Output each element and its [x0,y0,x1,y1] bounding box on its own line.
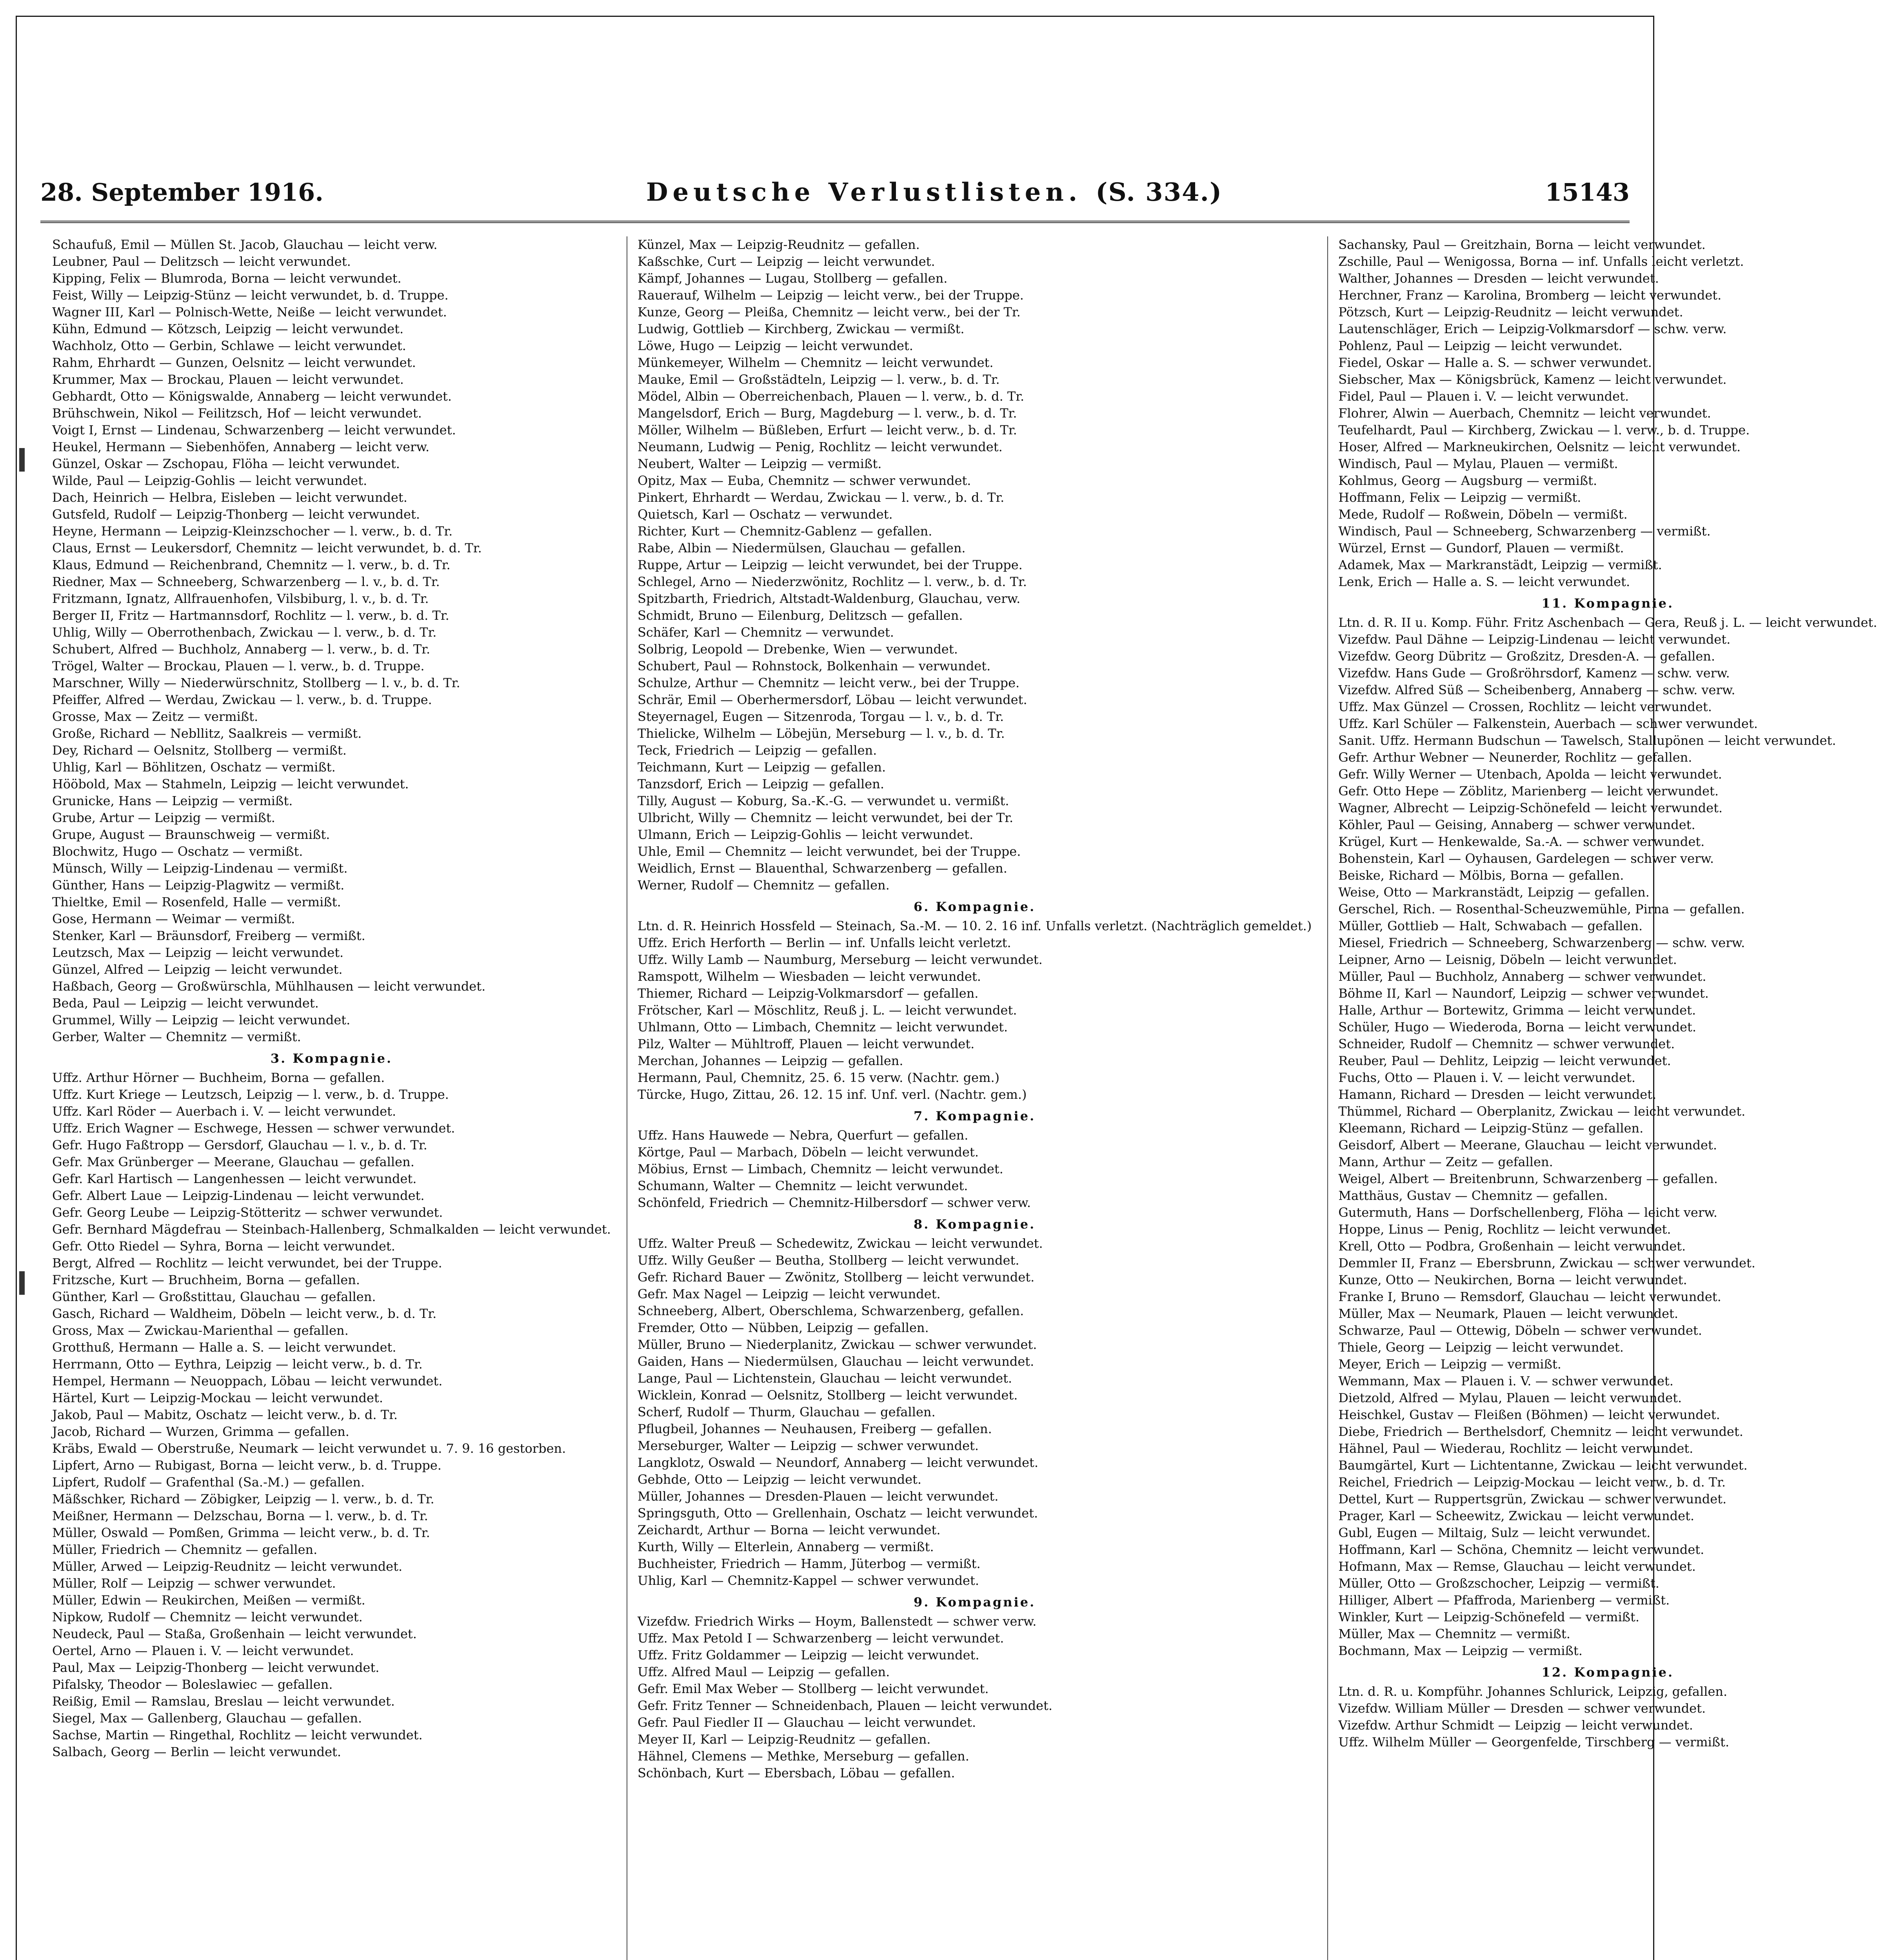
casualty-entry: Mödel, Albin — Oberreichenbach, Plauen — l. verw., b. d. Tr. [637,389,1025,404]
casualty-entry: Günther, Hans — Leipzig-Plagwitz — vermißt. [52,878,345,893]
casualty-entry: Oertel, Arno — Plauen i. V. — leicht verwundet. [52,1643,354,1658]
casualty-entry: Hoser, Alfred — Markneukirchen, Oelsnitz — leicht verwundet. [1338,439,1741,454]
casualty-entry: Müller, Rolf — Leipzig — schwer verwundet. [52,1576,336,1591]
casualty-entry: Berger II, Fritz — Hartmannsdorf, Rochlitz — l. verw., b. d. Tr. [52,608,449,623]
casualty-entry: Reuber, Paul — Dehlitz, Leipzig — leicht verwundet. [1338,1053,1671,1068]
casualty-entry: Kurth, Willy — Elterlein, Annaberg — vermißt. [637,1539,934,1554]
column-2 [627,236,1312,1960]
casualty-entry: Opitz, Max — Euba, Chemnitz — schwer verwundet. [637,473,971,488]
casualty-entry: Uffz. Willy Geußer — Beutha, Stollberg — leicht verwundet. [637,1253,1019,1268]
page-header [40,178,1630,223]
casualty-entry: Uffz. Kurt Kriege — Leutzsch, Leipzig — l. verw., b. d. Truppe. [52,1087,449,1102]
casualty-entry: Windisch, Paul — Mylau, Plauen — vermißt. [1338,456,1618,471]
casualty-entry: Uffz. Max Günzel — Crossen, Rochlitz — leicht verwundet. [1338,699,1712,714]
casualty-entry: Grosse, Max — Zeitz — vermißt. [52,709,258,724]
casualty-entry: Leipner, Arno — Leisnig, Döbeln — leicht verwundet. [1338,952,1677,967]
casualty-entry: Schrär, Emil — Oberhermersdorf, Löbau — leicht verwundet. [637,692,1027,707]
casualty-entry: Bohenstein, Karl — Oyhausen, Gardelegen — schwer verw. [1338,851,1714,866]
casualty-entry: Köhler, Paul — Geising, Annaberg — schwer verwundet. [1338,817,1695,832]
casualty-entry: Dietzold, Alfred — Mylau, Plauen — leicht verwundet. [1338,1390,1682,1405]
casualty-entry: Schönfeld, Friedrich — Chemnitz-Hilbersdorf — schwer verw. [637,1195,1031,1210]
casualty-entry: Müller, Oswald — Pomßen, Grimma — leicht verw., b. d. Tr. [52,1525,430,1540]
casualty-entry: Schubert, Alfred — Buchholz, Annaberg — l. verw., b. d. Tr. [52,642,431,657]
casualty-entry: Uffz. Max Petold I — Schwarzenberg — leicht verwundet. [637,1631,1004,1646]
casualty-entry: Springsguth, Otto — Grellenhain, Oschatz — leicht verwundet. [637,1506,1038,1521]
casualty-entry: Uffz. Wilhelm Müller — Georgenfelde, Tirschberg — vermißt. [1338,1735,1730,1749]
casualty-entry: Teufelhardt, Paul — Kirchberg, Zwickau — l. verw., b. d. Truppe. [1338,423,1750,437]
casualty-entry: Uffz. Erich Wagner — Eschwege, Hessen — schwer verwundet. [52,1121,455,1136]
casualty-entry: Neumann, Ludwig — Penig, Rochlitz — leicht verwundet. [637,439,1003,454]
casualty-entry: Bergt, Alfred — Rochlitz — leicht verwundet, bei der Truppe. [52,1256,442,1270]
sheet-number: (S. 334.) [1096,178,1223,207]
casualty-entry: Winkler, Kurt — Leipzig-Schönefeld — vermißt. [1338,1610,1640,1624]
casualty-entry: Lautenschläger, Erich — Leipzig-Volkmarsdorf — schw. verw. [1338,321,1727,336]
casualty-entry: Uffz. Arthur Hörner — Buchheim, Borna — gefallen. [52,1070,385,1085]
casualty-entry: Fuchs, Otto — Plauen i. V. — leicht verwundet. [1338,1070,1635,1085]
casualty-entry: Schönbach, Kurt — Ebersbach, Löbau — gefallen. [637,1766,955,1780]
casualty-entry: Krummer, Max — Brockau, Plauen — leicht verwundet. [52,372,404,387]
casualty-entry: Thielicke, Wilhelm — Löbejün, Merseburg — l. v., b. d. Tr. [637,726,1005,741]
casualty-entry: Gaiden, Hans — Niedermülsen, Glauchau — leicht verwundet. [637,1354,1034,1369]
casualty-entry: Uffz. Willy Lamb — Naumburg, Merseburg — leicht verwundet. [637,952,1043,967]
casualty-entry: Kräbs, Ewald — Oberstruße, Neumark — leicht verwundet u. 7. 9. 16 gestorben. [52,1441,566,1456]
casualty-entry: Müller, Johannes — Dresden-Plauen — leicht verwundet. [637,1489,999,1504]
casualty-entry: Gubl, Eugen — Miltaig, Sulz — leicht verwundet. [1338,1525,1651,1540]
casualty-entry: Teck, Friedrich — Leipzig — gefallen. [637,743,877,758]
casualty-entry: Voigt I, Ernst — Lindenau, Schwarzenberg — leicht verwundet. [52,423,456,437]
casualty-entry: Franke I, Bruno — Remsdorf, Glauchau — leicht verwundet. [1338,1289,1721,1304]
casualty-entry: Brühschwein, Nikol — Feilitzsch, Hof — leicht verwundet. [52,406,422,421]
casualty-entry: Hoffmann, Karl — Schöna, Chemnitz — leicht verwundet. [1338,1542,1704,1557]
section-heading: 6. Kompagnie. [913,899,1036,914]
casualty-entry: Nipkow, Rudolf — Chemnitz — leicht verwundet. [52,1610,363,1624]
binding-mark [19,448,25,472]
casualty-entry: Gefr. Georg Leube — Leipzig-Stötteritz — schwer verwundet. [52,1205,443,1220]
casualty-entry: Lipfert, Rudolf — Grafenthal (Sa.-M.) — gefallen. [52,1475,365,1490]
casualty-entry: Uhlig, Karl — Böhlitzen, Oschatz — vermißt. [52,760,336,775]
casualty-entry: Buchheister, Friedrich — Hamm, Jüterbog — vermißt. [637,1556,981,1571]
casualty-entry: Ltn. d. R. u. Kompführ. Johannes Schlurick, Leipzig, gefallen. [1338,1684,1728,1699]
casualty-entry: Kämpf, Johannes — Lugau, Stollberg — gefallen. [637,271,948,286]
casualty-entry: Schumann, Walter — Chemnitz — leicht verwundet. [637,1178,968,1193]
casualty-entry: Beiske, Richard — Mölbis, Borna — gefallen. [1338,868,1624,883]
casualty-entry: Gerber, Walter — Chemnitz — vermißt. [52,1029,301,1044]
casualty-entry: Schaufuß, Emil — Müllen St. Jacob, Glauchau — leicht verw. [52,237,438,252]
casualty-entry: Weidlich, Ernst — Blauenthal, Schwarzenberg — gefallen. [637,861,1007,876]
casualty-entry: Kunze, Georg — Pleißa, Chemnitz — leicht verw., bei der Tr. [637,305,1021,319]
casualty-entry: Heukel, Hermann — Siebenhöfen, Annaberg — leicht verw. [52,439,430,454]
section-heading: 12. Kompagnie. [1541,1665,1674,1680]
casualty-entry: Gefr. Max Nagel — Leipzig — leicht verwundet. [637,1287,941,1301]
issue-date: 28. September 1916. [40,178,323,207]
casualty-entry: Müller, Paul — Buchholz, Annaberg — schwer verwundet. [1338,969,1706,984]
casualty-entry: Gasch, Richard — Waldheim, Döbeln — leicht verw., b. d. Tr. [52,1306,437,1321]
casualty-entry: Kunze, Otto — Neukirchen, Borna — leicht verwundet. [1338,1272,1687,1287]
casualty-entry: Müller, Edwin — Reukirchen, Meißen — vermißt. [52,1593,365,1608]
casualty-entry: Gerschel, Rich. — Rosenthal-Scheuzwemühle, Pirna — gefallen. [1338,902,1745,916]
casualty-entry: Gebhardt, Otto — Königswalde, Annaberg — leicht verwundet. [52,389,452,404]
casualty-entry: Merchan, Johannes — Leipzig — gefallen. [637,1053,903,1068]
casualty-entry: Böhme II, Karl — Naundorf, Leipzig — schwer verwundet. [1338,986,1709,1001]
casualty-entry: Thiele, Georg — Leipzig — leicht verwundet. [1338,1340,1624,1355]
casualty-entry: Thieltke, Emil — Rosenfeld, Halle — vermißt. [52,895,341,909]
header-title-group [646,178,1222,207]
casualty-entry: Meyer, Erich — Leipzig — vermißt. [1338,1357,1561,1372]
casualty-entry: Hoffmann, Felix — Leipzig — vermißt. [1338,490,1581,505]
casualty-entry: Adamek, Max — Markranstädt, Leipzig — vermißt. [1338,557,1662,572]
casualty-entry: Mäßschker, Richard — Zöbigker, Leipzig — l. verw., b. d. Tr. [52,1492,434,1506]
casualty-entry: Neudeck, Paul — Staßa, Großenhain — leicht verwundet. [52,1626,417,1641]
casualty-entry: Fidel, Paul — Plauen i. V. — leicht verwundet. [1338,389,1629,404]
casualty-entry: Gefr. Hugo Faßtropp — Gersdorf, Glauchau — l. v., b. d. Tr. [52,1138,427,1152]
casualty-entry: Günther, Karl — Großstittau, Glauchau — gefallen. [52,1289,376,1304]
column-3 [1327,236,1877,1960]
casualty-entry: Thiemer, Richard — Leipzig-Volkmarsdorf — gefallen. [637,986,979,1001]
casualty-entry: Solbrig, Leopold — Drebenke, Wien — verwundet. [637,642,958,657]
casualty-entry: Rahm, Ehrhardt — Gunzen, Oelsnitz — leicht verwundet. [52,355,416,370]
casualty-entry: Ramspott, Wilhelm — Wiesbaden — leicht verwundet. [637,969,981,984]
casualty-entry: Münkemeyer, Wilhelm — Chemnitz — leicht verwundet. [637,355,994,370]
casualty-entry: Künzel, Max — Leipzig-Reudnitz — gefallen. [637,237,920,252]
casualty-entry: Wicklein, Konrad — Oelsnitz, Stollberg — leicht verwundet. [637,1388,1018,1403]
casualty-entry: Fritzmann, Ignatz, Allfrauenhofen, Vilsbiburg, l. v., b. d. Tr. [52,591,429,606]
casualty-entry: Sachansky, Paul — Greitzhain, Borna — leicht verwundet. [1338,237,1706,252]
casualty-entry: Fiedel, Oskar — Halle a. S. — schwer verwundet. [1338,355,1652,370]
casualty-entry: Uffz. Hans Hauwede — Nebra, Querfurt — gefallen. [637,1128,968,1143]
casualty-entry: Löwe, Hugo — Leipzig — leicht verwundet. [637,338,913,353]
casualty-entry: Kohlmus, Georg — Augsburg — vermißt. [1338,473,1597,488]
casualty-entry: Vizefdw. Arthur Schmidt — Leipzig — leicht verwundet. [1338,1718,1693,1733]
casualty-entry: Vizefdw. Georg Dübritz — Großzitz, Dresden-A. — gefallen. [1338,649,1715,664]
casualty-entry: Weise, Otto — Markranstädt, Leipzig — gefallen. [1338,885,1650,900]
casualty-entry: Mangelsdorf, Erich — Burg, Magdeburg — l. verw., b. d. Tr. [637,406,1017,421]
casualty-entry: Wachholz, Otto — Gerbin, Schlawe — leicht verwundet. [52,338,406,353]
casualty-entry: Kleemann, Richard — Leipzig-Stünz — gefallen. [1338,1121,1644,1136]
casualty-entry: Blochwitz, Hugo — Oschatz — vermißt. [52,844,303,859]
casualty-entry: Ulmann, Erich — Leipzig-Gohlis — leicht verwundet. [637,827,974,842]
casualty-entry: Uffz. Walter Preuß — Schedewitz, Zwickau — leicht verwundet. [637,1236,1043,1251]
casualty-entry: Krell, Otto — Podbra, Großenhain — leicht verwundet. [1338,1239,1686,1254]
casualty-entry: Hähnel, Clemens — Methke, Merseburg — gefallen. [637,1749,969,1764]
casualty-entry: Marschner, Willy — Niederwürschnitz, Stollberg — l. v., b. d. Tr. [52,675,460,690]
casualty-entry: Hoppe, Linus — Penig, Rochlitz — leicht verwundet. [1338,1222,1671,1237]
casualty-entry: Gefr. Willy Werner — Utenbach, Apolda — leicht verwundet. [1338,767,1722,782]
casualty-entry: Prager, Karl — Scheewitz, Zwickau — leicht verwundet. [1338,1508,1695,1523]
casualty-entry: Müller, Arwed — Leipzig-Reudnitz — leicht verwundet. [52,1559,403,1574]
casualty-entry: Lange, Paul — Lichtenstein, Glauchau — leicht verwundet. [637,1371,1012,1386]
casualty-entry: Baumgärtel, Kurt — Lichtentanne, Zwickau — leicht verwundet. [1338,1458,1748,1473]
casualty-entry: Rauerauf, Wilhelm — Leipzig — leicht verw., bei der Truppe. [637,288,1024,303]
casualty-entry: Matthäus, Gustav — Chemnitz — gefallen. [1338,1188,1608,1203]
section-heading: 8. Kompagnie. [913,1217,1036,1232]
casualty-entry: Haßbach, Georg — Großwürschla, Mühlhausen — leicht verwundet. [52,979,486,994]
casualty-entry: Windisch, Paul — Schneeberg, Schwarzenberg — vermißt. [1338,524,1711,539]
casualty-entry: Schlegel, Arno — Niederzwönitz, Rochlitz — l. verw., b. d. Tr. [637,574,1027,589]
casualty-entry: Müller, Max — Chemnitz — vermißt. [1338,1626,1570,1641]
casualty-entry: Gross, Max — Zwickau-Marienthal — gefallen. [52,1323,349,1338]
casualty-entry: Beda, Paul — Leipzig — leicht verwundet. [52,996,319,1011]
casualty-entry: Krügel, Kurt — Henkewalde, Sa.-A. — schwer verwundet. [1338,834,1705,849]
casualty-entry: Schäfer, Karl — Chemnitz — verwundet. [637,625,894,640]
casualty-entry: Zschille, Paul — Wenigossa, Borna — inf. Unfalls leicht verletzt. [1338,254,1744,269]
casualty-entry: Vizefdw. Paul Dähne — Leipzig-Lindenau — leicht verwundet. [1338,632,1731,647]
casualty-entry: Leubner, Paul — Delitzsch — leicht verwundet. [52,254,351,269]
casualty-entry: Ltn. d. R. II u. Komp. Führ. Fritz Aschenbach — Gera, Reuß j. L. — leicht verwundet. [1338,615,1877,630]
casualty-entry: Thümmel, Richard — Oberplanitz, Zwickau — leicht verwundet. [1338,1104,1746,1119]
casualty-entry: Uffz. Alfred Maul — Leipzig — gefallen. [637,1664,890,1679]
casualty-entry: Lipfert, Arno — Rubigast, Borna — leicht verw., b. d. Truppe. [52,1458,442,1473]
casualty-entry: Schwarze, Paul — Ottewig, Döbeln — schwer verwundet. [1338,1323,1702,1338]
casualty-entry: Demmler II, Franz — Ebersbrunn, Zwickau — schwer verwundet. [1338,1256,1755,1270]
casualty-entry: Ruppe, Artur — Leipzig — leicht verwundet, bei der Truppe. [637,557,1023,572]
casualty-entry: Hempel, Hermann — Neuoppach, Löbau — leicht verwundet. [52,1374,443,1388]
casualty-entry: Vizefdw. William Müller — Dresden — schwer verwundet. [1338,1701,1706,1716]
casualty-entry: Schulze, Arthur — Chemnitz — leicht verw., bei der Truppe. [637,675,1020,690]
casualty-entry: Gefr. Otto Hepe — Zöblitz, Marienberg — leicht verwundet. [1338,784,1719,799]
casualty-entry: Mann, Arthur — Zeitz — gefallen. [1338,1154,1553,1169]
casualty-entry: Pilz, Walter — Mühltroff, Plauen — leicht verwundet. [637,1036,975,1051]
casualty-entry: Werner, Rudolf — Chemnitz — gefallen. [637,878,890,893]
casualty-entry: Gefr. Richard Bauer — Zwönitz, Stollberg — leicht verwundet. [637,1270,1035,1285]
casualty-entry: Meyer II, Karl — Leipzig-Reudnitz — gefallen. [637,1732,931,1747]
casualty-entry: Zeichardt, Arthur — Borna — leicht verwundet. [637,1523,941,1537]
section-heading: 3. Kompagnie. [270,1051,393,1066]
casualty-entry: Grummel, Willy — Leipzig — leicht verwundet. [52,1013,351,1027]
casualty-entry: Sachse, Martin — Ringethal, Rochlitz — leicht verwundet. [52,1728,423,1742]
casualty-entry: Uhlig, Willy — Oberrothenbach, Zwickau — l. verw., b. d. Tr. [52,625,437,640]
casualty-entry: Pifalsky, Theodor — Boleslawiec — gefallen. [52,1677,333,1692]
casualty-entry: Richter, Kurt — Chemnitz-Gablenz — gefallen. [637,524,932,539]
casualty-entry: Müller, Friedrich — Chemnitz — gefallen. [52,1542,318,1557]
casualty-entry: Langklotz, Oswald — Neundorf, Annaberg — leicht verwundet. [637,1455,1039,1470]
casualty-entry: Günzel, Oskar — Zschopau, Flöha — leicht verwundet. [52,456,400,471]
casualty-entry: Uffz. Karl Röder — Auerbach i. V. — leicht verwundet. [52,1104,396,1119]
casualty-entry: Uhle, Emil — Chemnitz — leicht verwundet, bei der Truppe. [637,844,1021,859]
casualty-entry: Halle, Arthur — Bortewitz, Grimma — leicht verwundet. [1338,1003,1696,1018]
section-heading: 11. Kompagnie. [1541,596,1674,611]
casualty-entry: Sanit. Uffz. Hermann Budschun — Tawelsch, Stallupönen — leicht verwundet. [1338,733,1836,748]
casualty-entry: Schubert, Paul — Rohnstock, Bolkenhain — verwundet. [637,659,991,673]
casualty-entry: Quietsch, Karl — Oschatz — verwundet. [637,507,893,522]
page-number: 15143 [1545,178,1630,207]
casualty-entry: Uffz. Fritz Goldammer — Leipzig — leicht verwundet. [637,1648,979,1662]
casualty-entry: Rabe, Albin — Niedermülsen, Glauchau — gefallen. [637,541,966,555]
casualty-entry: Gefr. Emil Max Weber — Stollberg — leicht verwundet. [637,1681,989,1696]
casualty-entry: Gutsfeld, Rudolf — Leipzig-Thonberg — leicht verwundet. [52,507,420,522]
casualty-entry: Vizefdw. Hans Gude — Großröhrsdorf, Kamenz — schw. verw. [1338,666,1730,681]
casualty-entry: Flohrer, Alwin — Auerbach, Chemnitz — leicht verwundet. [1338,406,1711,421]
casualty-entry: Diebe, Friedrich — Berthelsdorf, Chemnitz — leicht verwundet. [1338,1424,1743,1439]
casualty-entry: Spitzbarth, Friedrich, Altstadt-Waldenburg, Glauchau, verw. [637,591,1021,606]
casualty-entry: Ludwig, Gottlieb — Kirchberg, Zwickau — vermißt. [637,321,965,336]
casualty-entry: Schmidt, Bruno — Eilenburg, Delitzsch — gefallen. [637,608,963,623]
casualty-entry: Paul, Max — Leipzig-Thonberg — leicht verwundet. [52,1660,380,1675]
casualty-entry: Heyne, Hermann — Leipzig-Kleinzschocher — l. verw., b. d. Tr. [52,524,453,539]
casualty-entry: Heischkel, Gustav — Fleißen (Böhmen) — leicht verwundet. [1338,1407,1720,1422]
casualty-entry: Gebhde, Otto — Leipzig — leicht verwundet. [637,1472,922,1487]
casualty-entry: Stenker, Karl — Bräunsdorf, Freiberg — vermißt. [52,928,365,943]
casualty-entry: Grunicke, Hans — Leipzig — vermißt. [52,793,293,808]
casualty-entry: Neubert, Walter — Leipzig — vermißt. [637,456,882,471]
casualty-entry: Weigel, Albert — Breitenbrunn, Schwarzenberg — gefallen. [1338,1171,1718,1186]
casualty-entry: Pflugbeil, Johannes — Neuhausen, Freiberg — gefallen. [637,1421,992,1436]
casualty-entry: Gose, Hermann — Weimar — vermißt. [52,911,295,926]
casualty-entry: Gefr. Bernhard Mägdefrau — Steinbach-Hallenberg, Schmalkalden — leicht verwundet. [52,1222,611,1237]
casualty-entry: Kühn, Edmund — Kötzsch, Leipzig — leicht verwundet. [52,321,404,336]
casualty-entry: Tanzsdorf, Erich — Leipzig — gefallen. [637,777,884,791]
casualty-entry: Steyernagel, Eugen — Sitzenroda, Torgau — l. v., b. d. Tr. [637,709,1004,724]
casualty-entry: Härtel, Kurt — Leipzig-Mockau — leicht verwundet. [52,1390,383,1405]
casualty-entry: Müller, Otto — Großzschocher, Leipzig — vermißt. [1338,1576,1659,1591]
casualty-entry: Ltn. d. R. Heinrich Hossfeld — Steinach, Sa.-M. — 10. 2. 16 inf. Unfalls verletzt. (Nachträglich gemeldet.) [637,918,1312,933]
casualty-entry: Siegel, Max — Gallenberg, Glauchau — gefallen. [52,1711,362,1726]
casualty-entry: Bochmann, Max — Leipzig — vermißt. [1338,1643,1583,1658]
casualty-entry: Türcke, Hugo, Zittau, 26. 12. 15 inf. Unf. verl. (Nachtr. gem.) [637,1087,1027,1102]
casualty-entry: Uhlmann, Otto — Limbach, Chemnitz — leicht verwundet. [637,1020,1008,1034]
casualty-entry: Herrmann, Otto — Eythra, Leipzig — leicht verw., b. d. Tr. [52,1357,423,1372]
casualty-entry: Pohlenz, Paul — Leipzig — leicht verwundet. [1338,338,1623,353]
casualty-entry: Hofmann, Max — Remse, Glauchau — leicht verwundet. [1338,1559,1696,1574]
casualty-entry: Körtge, Paul — Marbach, Döbeln — leicht verwundet. [637,1145,979,1160]
section-heading: 9. Kompagnie. [913,1595,1036,1610]
casualty-entry: Vizefdw. Friedrich Wirks — Hoym, Ballenstedt — schwer verw. [637,1614,1037,1629]
casualty-entry: Geisdorf, Albert — Meerane, Glauchau — leicht verwundet. [1338,1138,1717,1152]
casualty-entry: Lenk, Erich — Halle a. S. — leicht verwundet. [1338,574,1630,589]
casualty-entry: Reichel, Friedrich — Leipzig-Mockau — leicht verw., b. d. Tr. [1338,1475,1726,1490]
casualty-entry: Fremder, Otto — Nübben, Leipzig — gefallen. [637,1320,929,1335]
column-1 [52,236,611,1960]
casualty-entry: Pfeiffer, Alfred — Werdau, Zwickau — l. verw., b. d. Truppe. [52,692,432,707]
casualty-entry: Schneeberg, Albert, Oberschlema, Schwarzenberg, gefallen. [637,1303,1024,1318]
casualty-entry: Jacob, Richard — Wurzen, Grimma — gefallen. [52,1424,349,1439]
casualty-entry: Dey, Richard — Oelsnitz, Stollberg — vermißt. [52,743,347,758]
casualty-entry: Gefr. Otto Riedel — Syhra, Borna — leicht verwundet. [52,1239,395,1254]
casualty-entry: Fritzsche, Kurt — Bruchheim, Borna — gefallen. [52,1272,360,1287]
casualty-entry: Dettel, Kurt — Ruppertsgrün, Zwickau — schwer verwundet. [1338,1492,1727,1506]
casualty-entry: Müller, Max — Neumark, Plauen — leicht verwundet. [1338,1306,1679,1321]
binding-mark [19,1271,25,1295]
casualty-entry: Siebscher, Max — Königsbrück, Kamenz — leicht verwundet. [1338,372,1727,387]
newspaper-page [16,16,1877,1960]
casualty-entry: Meißner, Hermann — Delzschau, Borna — l. verw., b. d. Tr. [52,1508,428,1523]
casualty-entry: Gefr. Arthur Webner — Neunerder, Rochlitz — gefallen. [1338,750,1692,765]
casualty-entry: Grotthuß, Hermann — Halle a. S. — leicht verwundet. [52,1340,396,1355]
casualty-entry: Reißig, Emil — Ramslau, Breslau — leicht verwundet. [52,1694,395,1709]
casualty-entry: Mauke, Emil — Großstädteln, Leipzig — l. verw., b. d. Tr. [637,372,1000,387]
casualty-entry: Walther, Johannes — Dresden — leicht verwundet. [1338,271,1659,286]
casualty-entry: Gefr. Karl Hartisch — Langenhessen — leicht verwundet. [52,1171,417,1186]
casualty-entry: Gefr. Max Grünberger — Meerane, Glauchau — gefallen. [52,1154,414,1169]
casualty-entry: Wagner, Albrecht — Leipzig-Schönefeld — leicht verwundet. [1338,800,1723,815]
section-heading: 7. Kompagnie. [913,1109,1036,1123]
casualty-entry: Pötzsch, Kurt — Leipzig-Reudnitz — leicht verwundet. [1338,305,1683,319]
casualty-entry: Möller, Wilhelm — Büßleben, Erfurt — leicht verw., b. d. Tr. [637,423,1017,437]
casualty-entry: Gefr. Fritz Tenner — Schneidenbach, Plauen — leicht verwundet. [637,1698,1053,1713]
casualty-entry: Ulbricht, Willy — Chemnitz — leicht verwundet, bei der Tr. [637,810,1014,825]
casualty-entry: Gutermuth, Hans — Dorfschellenberg, Flöha — leicht verw. [1338,1205,1717,1220]
casualty-entry: Kipping, Felix — Blumroda, Borna — leicht verwundet. [52,271,402,286]
casualty-entry: Würzel, Ernst — Gundorf, Plauen — vermißt. [1338,541,1624,555]
casualty-entry: Frötscher, Karl — Möschlitz, Reuß j. L. — leicht verwundet. [637,1003,1017,1018]
casualty-entry: Grupe, August — Braunschweig — vermißt. [52,827,330,842]
casualty-entry: Müller, Bruno — Niederplanitz, Zwickau — schwer verwundet. [637,1337,1037,1352]
casualty-entry: Riedner, Max — Schneeberg, Schwarzenberg — l. v., b. d. Tr. [52,574,440,589]
casualty-entry: Tilly, August — Koburg, Sa.-K.-G. — verwundet u. vermißt. [637,793,1009,808]
casualty-entry: Hermann, Paul, Chemnitz, 25. 6. 15 verw. (Nachtr. gem.) [637,1070,1000,1085]
casualty-entry: Trögel, Walter — Brockau, Plauen — l. verw., b. d. Truppe. [52,659,425,673]
casualty-entry: Müller, Gottlieb — Halt, Schwabach — gefallen. [1338,918,1643,933]
casualty-entry: Scherf, Rudolf — Thurm, Glauchau — gefallen. [637,1405,936,1419]
casualty-entry: Pinkert, Ehrhardt — Werdau, Zwickau — l. verw., b. d. Tr. [637,490,1005,505]
casualty-entry: Wagner III, Karl — Polnisch-Wette, Neiße — leicht verwundet. [52,305,447,319]
casualty-entry: Herchner, Franz — Karolina, Bromberg — leicht verwundet. [1338,288,1722,303]
casualty-entry: Grube, Artur — Leipzig — vermißt. [52,810,275,825]
casualty-entry: Klaus, Edmund — Reichenbrand, Chemnitz — l. verw., b. d. Tr. [52,557,451,572]
casualty-entry: Feist, Willy — Leipzig-Stünz — leicht verwundet, b. d. Truppe. [52,288,449,303]
casualty-entry: Merseburger, Walter — Leipzig — schwer verwundet. [637,1438,979,1453]
casualty-entry: Münsch, Willy — Leipzig-Lindenau — vermißt. [52,861,348,876]
casualty-entry: Wilde, Paul — Leipzig-Gohlis — leicht verwundet. [52,473,367,488]
casualty-entry: Hähnel, Paul — Wiederau, Rochlitz — leicht verwundet. [1338,1441,1693,1456]
casualty-entry: Uhlig, Karl — Chemnitz-Kappel — schwer verwundet. [637,1573,979,1588]
casualty-entry: Jakob, Paul — Mabitz, Oschatz — leicht verw., b. d. Tr. [52,1407,398,1422]
casualty-entry: Salbach, Georg — Berlin — leicht verwundet. [52,1744,342,1759]
casualty-entry: Hööbold, Max — Stahmeln, Leipzig — leicht verwundet. [52,777,409,791]
casualty-entry: Dach, Heinrich — Helbra, Eisleben — leicht verwundet. [52,490,407,505]
casualty-entry: Kaßschke, Curt — Leipzig — leicht verwundet. [637,254,935,269]
casualty-entry: Gefr. Paul Fiedler II — Glauchau — leicht verwundet. [637,1715,976,1730]
casualty-entry: Uffz. Erich Herforth — Berlin — inf. Unfalls leicht verletzt. [637,935,1011,950]
casualty-columns [52,236,1877,1960]
publication-title: Deutsche Verlustlisten. [646,178,1082,207]
casualty-entry: Große, Richard — Nebllitz, Saalkreis — vermißt. [52,726,362,741]
casualty-entry: Möbius, Ernst — Limbach, Chemnitz — leicht verwundet. [637,1161,1003,1176]
casualty-entry: Gefr. Albert Laue — Leipzig-Lindenau — leicht verwundet. [52,1188,425,1203]
casualty-entry: Schneider, Rudolf — Chemnitz — schwer verwundet. [1338,1036,1675,1051]
casualty-entry: Hilliger, Albert — Pfaffroda, Marienberg — vermißt. [1338,1593,1670,1608]
casualty-entry: Günzel, Alfred — Leipzig — leicht verwundet. [52,962,343,977]
casualty-entry: Vizefdw. Alfred Süß — Scheibenberg, Annaberg — schw. verw. [1338,682,1735,697]
casualty-entry: Leutzsch, Max — Leipzig — leicht verwundet. [52,945,344,960]
casualty-entry: Hamann, Richard — Dresden — leicht verwundet. [1338,1087,1657,1102]
casualty-entry: Miesel, Friedrich — Schneeberg, Schwarzenberg — schw. verw. [1338,935,1745,950]
casualty-entry: Uffz. Karl Schüler — Falkenstein, Auerbach — schwer verwundet. [1338,716,1758,731]
casualty-entry: Wemmann, Max — Plauen i. V. — schwer verwundet. [1338,1374,1673,1388]
casualty-entry: Mede, Rudolf — Roßwein, Döbeln — vermißt. [1338,507,1628,522]
casualty-entry: Claus, Ernst — Leukersdorf, Chemnitz — leicht verwundet, b. d. Tr. [52,541,482,555]
casualty-entry: Teichmann, Kurt — Leipzig — gefallen. [637,760,886,775]
casualty-entry: Schüler, Hugo — Wiederoda, Borna — leicht verwundet. [1338,1020,1697,1034]
